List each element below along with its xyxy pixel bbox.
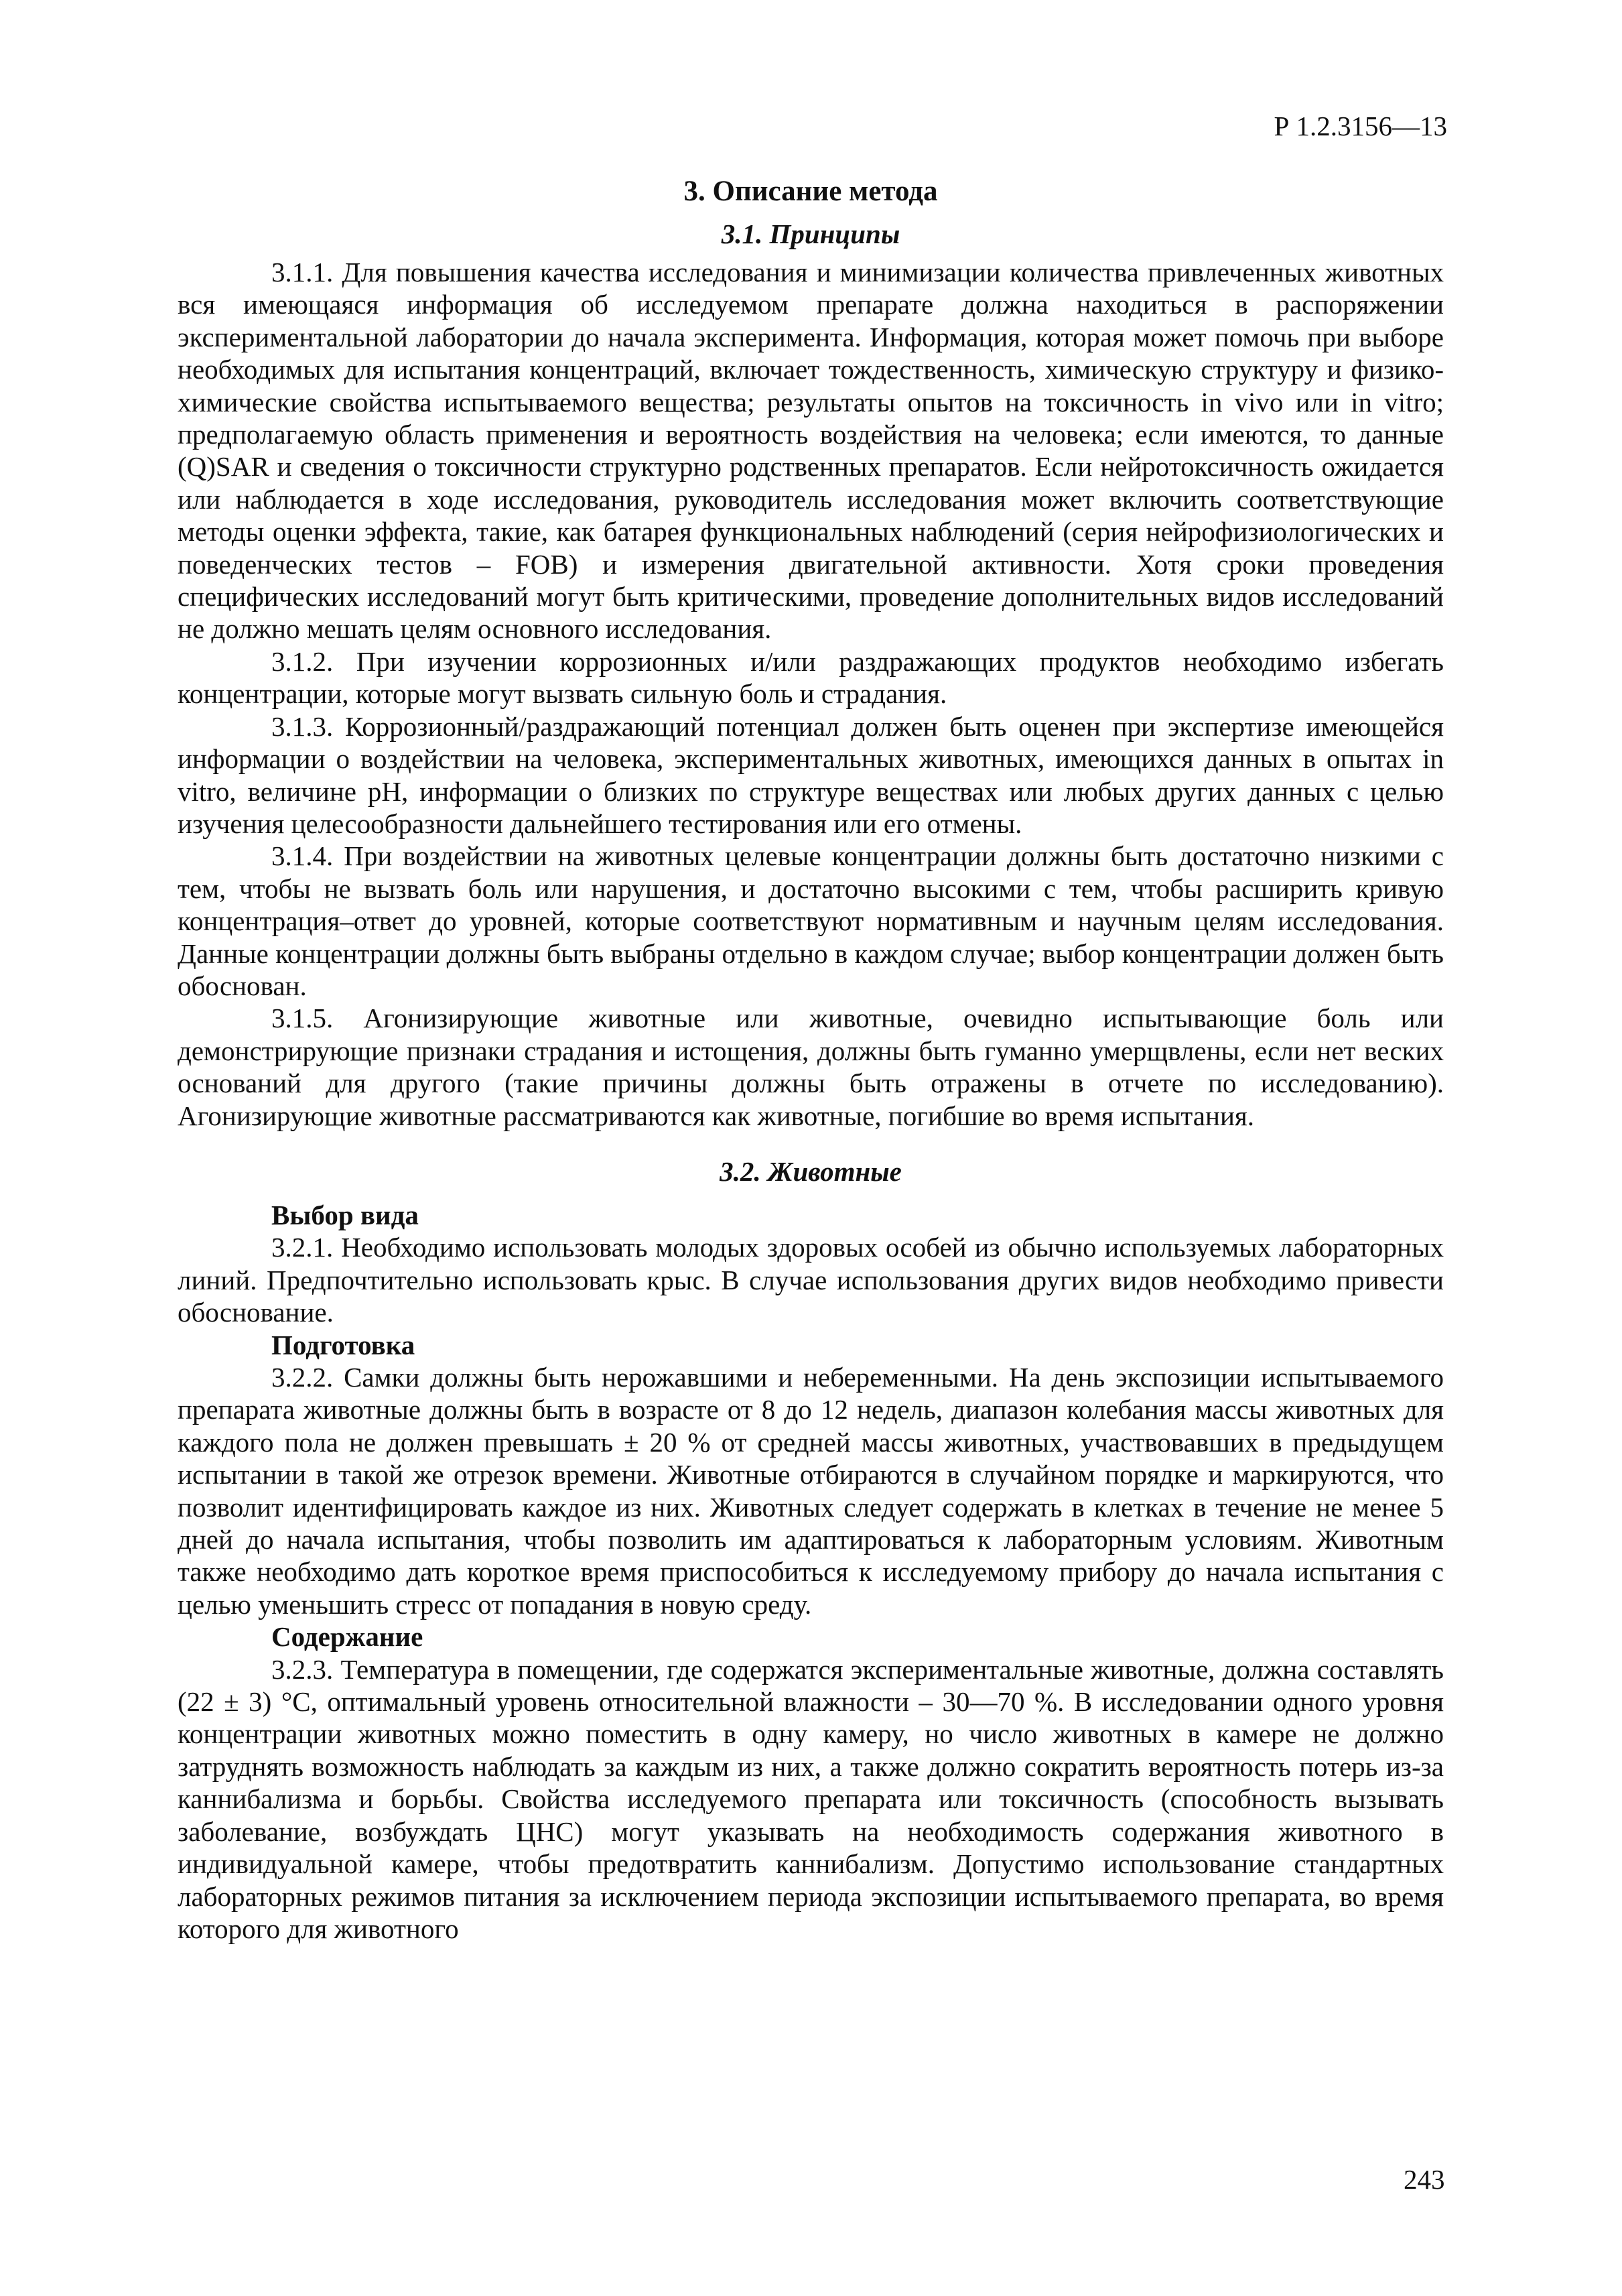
paragraph-3-1-2: 3.1.2. При изучении коррозионных и/или раздражающих продуктов необходимо избегать концентрации, которые могут вызвать сильную боль и страдания.	[178, 645, 1444, 710]
heading-species-selection: Выбор вида	[271, 1199, 419, 1230]
document-code: Р 1.2.3156—13	[1274, 111, 1447, 141]
paragraph-3-1-1: 3.1.1. Для повышения качества исследования и минимизации количества привлеченных животных вся имеющаяся информация об исследуемом препарате должна находиться в распоряжении экспериментальной лаборатории до начала эксперимента. Информация, которая может помочь при выборе необходимых для испытания концентраций, включает тождественность, химическую структуру и физико-химические свойства испытываемого вещества; результаты опытов на токсичность in vivo или in vitro; предполагаемую область применения и вероятность воздействия на человека; если имеются, то данные (Q)SAR и сведения о токсичности структурно родственных препаратов. Если нейротоксичность ожидается или наблюдается в ходе исследования, руководитель исследования может включить соответствующие методы оценки эффекта, такие, как батарея функциональных наблюдений (серия нейрофизиологических и поведенческих тестов – FOB) и измерения двигательной активности. Хотя сроки проведения специфических исследований могут быть критическими, проведение дополнительных видов исследований не должно мешать целям основного исследования.	[178, 257, 1444, 645]
paragraph-3-1-4: 3.1.4. При воздействии на животных целевые концентрации должны быть достаточно низкими с тем, чтобы не вызвать боль или нарушения, и достаточно высокими с тем, чтобы расширить кривую концентрация–ответ до уровней, которые соответствуют нормативным и научным целям исследования. Данные концентрации должны быть выбраны отдельно в каждом случае; выбор концентрации должен быть обоснован.	[178, 840, 1444, 1001]
paragraph-3-2-2: 3.2.2. Самки должны быть нерожавшими и небеременными. На день экспозиции испытываемого препарата животные должны быть в возрасте от 8 до 12 недель, диапазон колебания массы животных для каждого пола не должен превышать ± 20 % от средней массы животных, участвовавших в предыдущем испытании в такой же отрезок времени. Животные отбираются в случайном порядке и маркируются, что позволит идентифицировать каждое из них. Животных следует содержать в клетках в течение не менее 5 дней до начала испытания, чтобы позволить им адаптироваться к лабораторным условиям. Животным также необходимо дать короткое время приспособиться к исследуемому прибору до начала испытания с целью уменьшить стресс от попадания в новую среду.	[178, 1362, 1444, 1620]
subsection-title-animals: 3.2. Животные	[720, 1155, 902, 1187]
heading-keeping: Содержание	[271, 1621, 423, 1653]
paragraph-3-1-3: 3.1.3. Коррозионный/раздражающий потенциал должен быть оценен при экспертизе имеющейся информации о воздействии на человека, экспериментальных животных, имеющихся данных в опытах in vitro, величине pH, информации о близких по структуре веществах или любых других данных с целью изучения целесообразности дальнейшего тестирования или его отмены.	[178, 710, 1444, 839]
page-number: 243	[1404, 2164, 1445, 2195]
subsection-title-principles: 3.1. Принципы	[721, 218, 900, 249]
section-title: 3. Описание метода	[683, 176, 938, 207]
heading-preparation: Подготовка	[271, 1329, 415, 1360]
paragraph-3-1-5: 3.1.5. Агонизирующие животные или животные, очевидно испытывающие боль или демонстрирующие признаки страдания и истощения, должны быть гуманно умерщвлены, если нет веских оснований для другого (такие причины должны быть отражены в отчете по исследованию). Агонизирующие животные рассматриваются как животные, погибшие во время испытания.	[178, 1003, 1444, 1131]
page-content	[178, 173, 1444, 1945]
paragraph-3-2-3: 3.2.3. Температура в помещении, где содержатся экспериментальные животные, должна составлять (22 ± 3) °С, оптимальный уровень относительной влажности – 30—70 %. В исследовании одного уровня концентрации животных можно поместить в одну камеру, но число животных в камере не должно затруднять возможность наблюдать за каждым из них, а также должно сократить вероятность потерь из-за каннибализма и борьбы. Свойства исследуемого препарата или токсичность (способность вызывать заболевание, возбуждать ЦНС) могут указывать на необходимость содержания животного в индивидуальной камере, чтобы предотвратить каннибализм. Допустимо использование стандартных лабораторных режимов питания за исключением периода экспозиции испытываемого препарата, во время которого для животного	[178, 1653, 1444, 1944]
paragraph-3-2-1: 3.2.1. Необходимо использовать молодых здоровых особей из обычно используемых лабораторных линий. Предпочтительно использовать крыс. В случае использования других видов необходимо привести обоснование.	[178, 1232, 1444, 1328]
